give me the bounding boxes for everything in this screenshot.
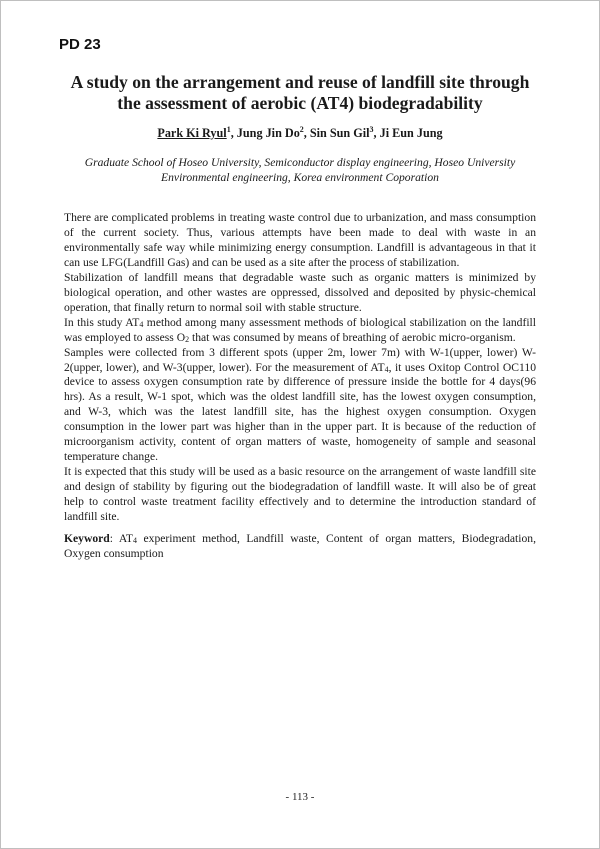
author-name: Jung Jin Do — [236, 126, 300, 140]
keywords — [64, 531, 536, 561]
author-2 — [237, 126, 310, 140]
abstract-paragraph-3 — [64, 316, 536, 346]
abstract-paragraph-4 — [64, 346, 536, 466]
author-superscript: 2 — [299, 124, 304, 134]
abstract-body — [64, 211, 536, 525]
author-name: Park Ki Ryul — [157, 126, 227, 140]
author-1 — [157, 126, 236, 140]
text-run: , it uses Oxitop Control OC110 device to assess oxygen consumption rate by difference of pressure inside the bottle for 4 days(96 hrs). As a result, W-1 spot, which was the oldest landfill site, has the lowest oxygen consumption, and W-3, which was the latest landfill site, has the highest oxygen consumption. Oxygen consumption in the lower part was higher than in the upper part. It is because of the reduction of microorganism activity, content of organ matters of waste, homogeneity of sample and seasonal temperature change. — [64, 360, 536, 464]
author-name: Ji Eun Jung — [379, 126, 443, 140]
text-run: Samples were collected from 3 different spots (upper 2m, lower 7m) with W-1(upper, lower) W-2(upper, lower), and W-3(upper, lower). For the measurement of AT — [64, 345, 536, 374]
author-4 — [380, 126, 443, 140]
subscript: 4 — [384, 364, 389, 374]
session-label: PD 23 — [59, 36, 101, 53]
author-superscript: 1 — [226, 124, 231, 134]
abstract-paragraph-1: There are complicated problems in treating waste control due to urbanization, and mass consumption of the current society. Thus, various attempts have been made to deal with waste in an environmentally safe way while minimizing energy consumption. Landfill is advantageous in that it can use LFG(Landfill Gas) and can be used as a site after the process of stabilization. — [64, 211, 536, 269]
author-superscript: 3 — [369, 124, 374, 134]
text-run: method among many assessment methods of biological stabilization on the landfill was employed to assess O — [64, 315, 536, 344]
author-separator: , — [230, 126, 237, 140]
affiliation-line-1: Graduate School of Hoseo University, Semiconductor display engineering, Hoseo University — [84, 156, 516, 169]
author-list — [60, 126, 540, 141]
affiliation-line-2: Environmental engineering, Korea environment Coporation — [161, 171, 439, 184]
text-run: AT — [118, 532, 133, 545]
page-number: - 113 - — [285, 791, 315, 803]
author-separator: , — [373, 126, 380, 140]
text-run: that was consumed by means of breathing of aerobic micro-organism. — [189, 330, 516, 344]
keywords-label: Keyword — [64, 532, 110, 545]
affiliation — [66, 155, 534, 185]
subscript: 4 — [133, 536, 137, 545]
author-3 — [310, 126, 380, 140]
keywords-colon: : — [109, 532, 119, 545]
keywords-list: experiment method, Landfill waste, Content of organ matters, Biodegradation, Oxygen consumption — [64, 532, 536, 560]
abstract-paragraph-5: It is expected that this study will be used as a basic resource on the arrangement of waste landfill site and design of stability by figuring out the biodegradation of landfill waste. It will also be of great help to control waste treatment facility effectively and to determine the introduction standard of landfill site. — [64, 465, 536, 524]
author-separator: , — [303, 126, 310, 140]
author-name: Sin Sun Gil — [309, 126, 370, 140]
subscript: 4 — [139, 319, 144, 329]
abstract-paragraph-2: Stabilization of landfill means that degradable waste such as organic matters is minimized by biological operation, and other wastes are oppressed, dissolved and deposited by physic-chemical operation, that finally return to normal soil with stable structure. — [64, 270, 536, 314]
paper-title: A study on the arrangement and reuse of landfill site through the assessment of aerobic (AT4) biodegradability — [70, 72, 530, 113]
subscript: 2 — [185, 334, 190, 344]
text-run: In this study AT — [64, 315, 140, 329]
